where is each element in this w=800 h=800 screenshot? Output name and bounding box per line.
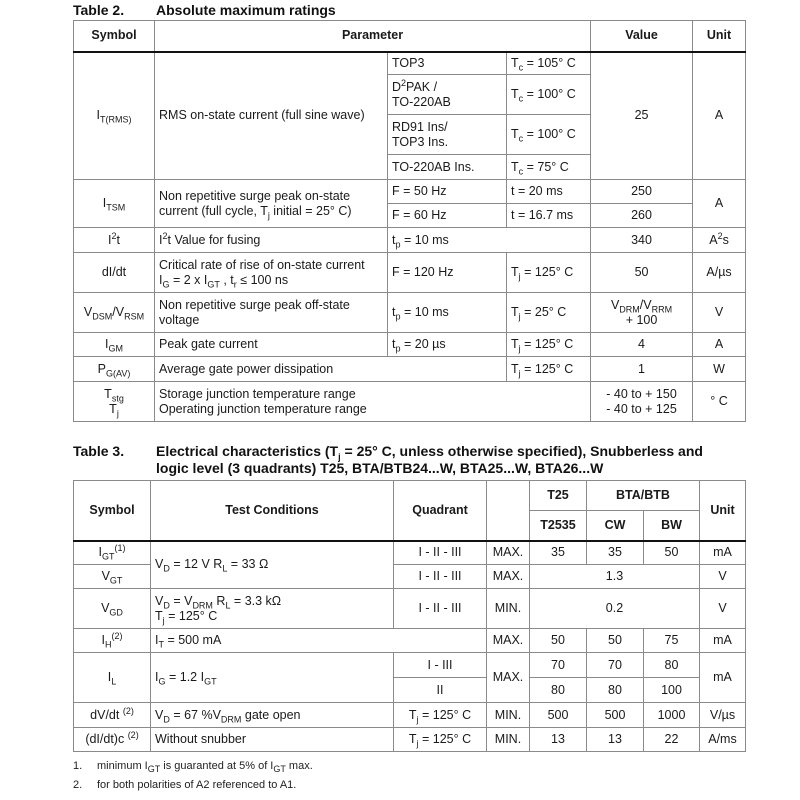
value-temp-ranges: - 40 to + 150 - 40 to + 125 — [591, 382, 693, 422]
value-il-bw-q2: 100 — [644, 678, 700, 703]
header-unit: Unit — [693, 21, 746, 52]
value-il-cw-q13: 70 — [587, 653, 644, 678]
temp-tj-125: $T_j = 125^\circ$ C — [507, 253, 591, 293]
header-unit: Unit — [700, 481, 746, 541]
header-bta-btb: BTA/BTB — [587, 481, 700, 511]
value-i2t: 340 — [591, 228, 693, 253]
cond-tp-20us: $t_p = 20$ µs — [388, 333, 507, 357]
electrical-characteristics-table — [73, 480, 746, 752]
symbol-itsm: $I_{TSM}$ — [74, 180, 155, 228]
value-igt-bw: 50 — [644, 541, 700, 565]
header-t25: T25 — [530, 481, 587, 511]
value-il-t2535-q13: 70 — [530, 653, 587, 678]
table-row — [74, 629, 746, 653]
unit-didt: A/µs — [693, 253, 746, 293]
value-ih-bw: 75 — [644, 629, 700, 653]
symbol-vgt: $V_{GT}$ — [74, 565, 151, 589]
minmax-il: MAX. — [487, 653, 530, 703]
cond-tc-100: $T_c = 100^\circ$ C — [507, 75, 591, 115]
value-didt: 50 — [591, 253, 693, 293]
minmax-didtc: MIN. — [487, 728, 530, 752]
value-vgd: 0.2 — [530, 589, 700, 629]
param-igm: Peak gate current — [155, 333, 388, 357]
table-row — [74, 228, 746, 253]
symbol-igt: $I_{GT}^{(1)}$ — [74, 541, 151, 565]
value-il-cw-q2: 80 — [587, 678, 644, 703]
cond-vgd: $V_D = V_{DRM}$ $R_L = 3.3$ kΩ $T_j = 125^\circ$ C — [151, 589, 394, 629]
table-row — [74, 52, 746, 75]
table2-title: Absolute maximum ratings — [156, 2, 336, 18]
table-row — [74, 703, 746, 728]
unit-temp: ° C — [693, 382, 746, 422]
footnote-2: 2. for both polarities of A2 referenced to A1. — [73, 779, 297, 791]
value-pgav: 1 — [591, 357, 693, 382]
symbol-didtc: (dI/dt)c $^{(2)}$ — [74, 728, 151, 752]
header-cw: CW — [587, 511, 644, 541]
symbol-il: $I_L$ — [74, 653, 151, 703]
symbol-tstg-tj: $T_{stg}$ $T_j$ — [74, 382, 155, 422]
quadrant-dvdt: $T_j = 125^\circ$ C — [394, 703, 487, 728]
table-row — [74, 180, 746, 204]
header-symbol: Symbol — [74, 21, 155, 52]
table3-footnotes — [73, 760, 313, 798]
cond-ig-1-2igt: $I_G = 1.2$ $I_{GT}$ — [151, 653, 394, 703]
value-ih-cw: 50 — [587, 629, 644, 653]
value-il-bw-q13: 80 — [644, 653, 700, 678]
symbol-igm: $I_{GM}$ — [74, 333, 155, 357]
table-row — [74, 333, 746, 357]
value-didtc-cw: 13 — [587, 728, 644, 752]
unit-itsm: A — [693, 180, 746, 228]
cond-tc-100-ins: $T_c = 100^\circ$ C — [507, 115, 591, 155]
param-rms-current: RMS on-state current (full sine wave) — [155, 52, 388, 180]
value-vgt: 1.3 — [530, 565, 700, 589]
header-bw: BW — [644, 511, 700, 541]
param-i2t: $I^2t$ Value for fusing — [155, 228, 388, 253]
table2-caption — [73, 2, 773, 20]
value-dvdt-t2535: 500 — [530, 703, 587, 728]
value-it-rms: 25 — [591, 52, 693, 180]
header-quadrant: Quadrant — [394, 481, 487, 541]
cond-vd-12v: $V_D = 12$ V $R_L = 33$ Ω — [151, 541, 394, 589]
minmax-ih: MAX. — [487, 629, 530, 653]
time-16-7ms: t = 16.7 ms — [507, 204, 591, 228]
param-vdsm: Non repetitive surge peak off-state voltage — [155, 293, 388, 333]
package-d2pak: $D^2PAK$ / TO-220AB — [388, 75, 507, 115]
temp-tj-125-pgav: $T_j = 125^\circ$ C — [507, 357, 591, 382]
header-test-conditions: Test Conditions — [151, 481, 394, 541]
symbol-dvdt: dV/dt $^{(2)}$ — [74, 703, 151, 728]
symbol-ih: $I_H^{(2)}$ — [74, 629, 151, 653]
unit-pgav: W — [693, 357, 746, 382]
freq-50hz: F = 50 Hz — [388, 180, 507, 204]
unit-igm: A — [693, 333, 746, 357]
table3-title: Electrical characteristics ($T_j = 25^\circ$ C, unless otherwise specified), Snubberless and logic level (3 quadrants) T25, BTA/BTB24...W, BTA25...W, BTA26...W — [156, 443, 703, 476]
param-didt: Critical rate of rise of on-state current $I_G = 2$ x $I_{GT}$ , $t_r \le 100$ ns — [155, 253, 388, 293]
package-rd91: RD91 Ins/ TOP3 Ins. — [388, 115, 507, 155]
minmax-igt: MAX. — [487, 541, 530, 565]
freq-60hz: F = 60 Hz — [388, 204, 507, 228]
package-to220ab-ins: TO-220AB Ins. — [388, 155, 507, 180]
header-symbol: Symbol — [74, 481, 151, 541]
minmax-vgt: MAX. — [487, 565, 530, 589]
time-20ms: t = 20 ms — [507, 180, 591, 204]
cond-tp-10ms: $t_p = 10$ ms — [388, 228, 591, 253]
table-row — [74, 653, 746, 678]
cond-tc-105: $T_c = 105^\circ$ C — [507, 52, 591, 75]
param-surge-current: Non repetitive surge peak on-state current (full cycle, $T_j$ initial = 25° C) — [155, 180, 388, 228]
cond-tc-75: $T_c = 75^\circ$ C — [507, 155, 591, 180]
cond-tp-10ms-v: $t_p = 10$ ms — [388, 293, 507, 333]
quadrant-igt: I - II - III — [394, 541, 487, 565]
unit-vgt: V — [700, 565, 746, 589]
table-row — [74, 382, 746, 422]
value-il-t2535-q2: 80 — [530, 678, 587, 703]
freq-120hz: F = 120 Hz — [388, 253, 507, 293]
value-igt-t2535: 35 — [530, 541, 587, 565]
symbol-pgav: $P_{G(AV)}$ — [74, 357, 155, 382]
quadrant-il-2: II — [394, 678, 487, 703]
header-parameter: Parameter — [155, 21, 591, 52]
unit-didtc: A/ms — [700, 728, 746, 752]
unit-vdsm: V — [693, 293, 746, 333]
header-value: Value — [591, 21, 693, 52]
value-itsm-60: 260 — [591, 204, 693, 228]
absolute-max-ratings-table — [73, 20, 746, 422]
header-t2535: T2535 — [530, 511, 587, 541]
footnote-1: 1. minimum $I_{GT}$ is guaranted at 5% of $I_{GT}$ max. — [73, 760, 313, 775]
value-ih-t2535: 50 — [530, 629, 587, 653]
temp-tj-125-igm: $T_j = 125^\circ$ C — [507, 333, 591, 357]
symbol-vgd: $V_{GD}$ — [74, 589, 151, 629]
temp-tj-25: $T_j = 25^\circ$ C — [507, 293, 591, 333]
unit-it-rms: A — [693, 52, 746, 180]
table-row — [74, 293, 746, 333]
symbol-i2t: $I^2t$ — [74, 228, 155, 253]
value-dvdt-cw: 500 — [587, 703, 644, 728]
table-row — [74, 357, 746, 382]
value-vdsm: $V_{DRM}/V_{RRM}$ + 100 — [591, 293, 693, 333]
package-top3: TOP3 — [388, 52, 507, 75]
value-itsm-50: 250 — [591, 180, 693, 204]
table-row — [74, 589, 746, 629]
cond-without-snubber: Without snubber — [151, 728, 394, 752]
value-igt-cw: 35 — [587, 541, 644, 565]
quadrant-vgd: I - II - III — [394, 589, 487, 629]
minmax-dvdt: MIN. — [487, 703, 530, 728]
symbol-vdsm-vrsm: $V_{DSM}/V_{RSM}$ — [74, 293, 155, 333]
unit-igt: mA — [700, 541, 746, 565]
table-row — [74, 253, 746, 293]
symbol-didt: dI/dt — [74, 253, 155, 293]
cond-it-500ma: $I_T = 500$ mA — [151, 629, 487, 653]
header-minmax — [487, 481, 530, 541]
unit-dvdt: V/µs — [700, 703, 746, 728]
symbol-it-rms: $I_{T(RMS)}$ — [74, 52, 155, 180]
table3-caption — [73, 443, 773, 479]
unit-vgd: V — [700, 589, 746, 629]
quadrant-didtc: $T_j = 125^\circ$ C — [394, 728, 487, 752]
cond-dvdt: $V_D = 67$ $\%V_{DRM}$ gate open — [151, 703, 394, 728]
value-didtc-t2535: 13 — [530, 728, 587, 752]
param-pgav: Average gate power dissipation — [155, 357, 507, 382]
quadrant-vgt: I - II - III — [394, 565, 487, 589]
unit-ih: mA — [700, 629, 746, 653]
table-row — [74, 728, 746, 752]
value-dvdt-bw: 1000 — [644, 703, 700, 728]
table2-number: Table 2. — [73, 2, 125, 18]
value-didtc-bw: 22 — [644, 728, 700, 752]
minmax-vgd: MIN. — [487, 589, 530, 629]
unit-il: mA — [700, 653, 746, 703]
table-row — [74, 541, 746, 565]
table3-number: Table 3. — [73, 443, 125, 459]
value-igm: 4 — [591, 333, 693, 357]
quadrant-il-1-3: I - III — [394, 653, 487, 678]
unit-i2t: $A^2s$ — [693, 228, 746, 253]
param-temp-ranges: Storage junction temperature range Operating junction temperature range — [155, 382, 591, 422]
